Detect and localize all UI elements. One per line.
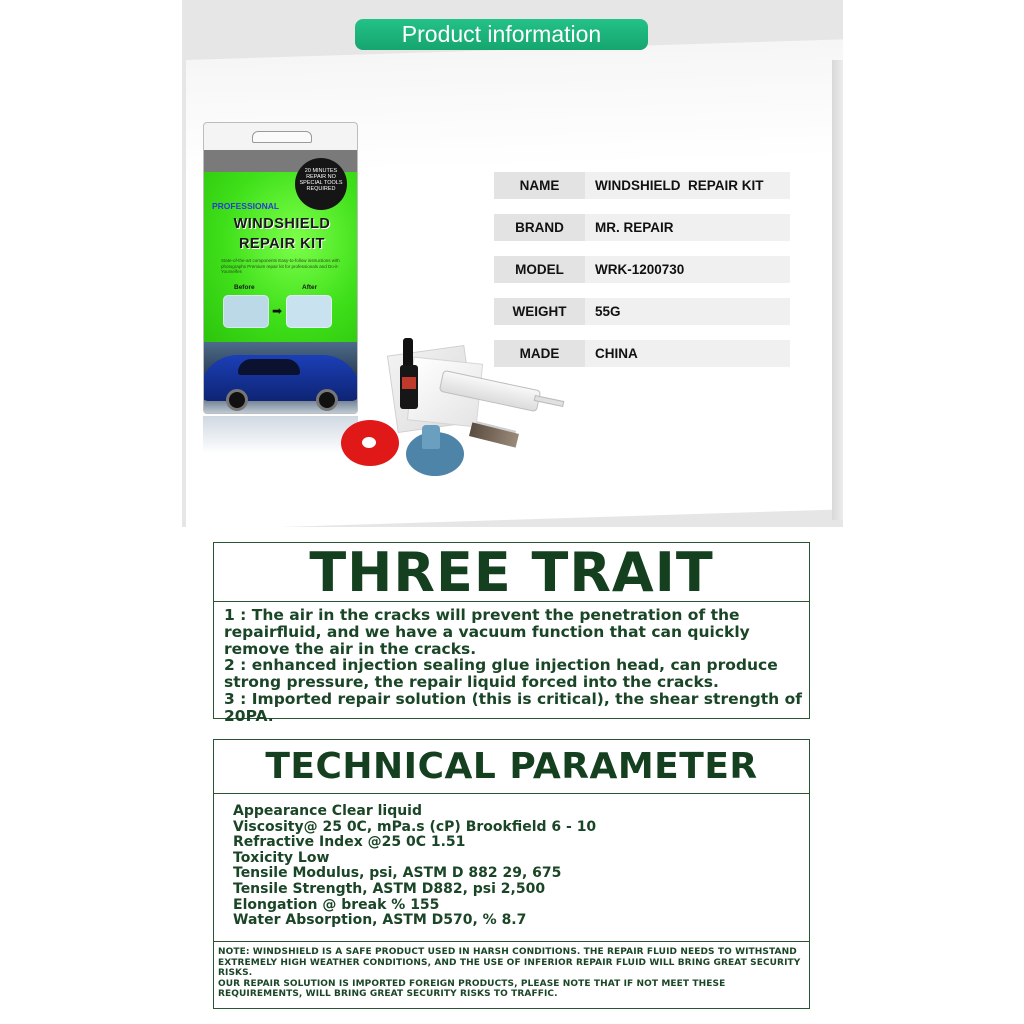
package-fine-print: State-of-the-art components Easy-to-follow instructions with photographs Premium repair kit for professionals and Do-it-Yourselfes (221, 258, 340, 274)
safety-note (214, 942, 809, 1000)
trait-item: 1 : The air in the cracks will prevent the penetration of the repairfluid, and we have a vacuum function that can quickly remove the air in the cracks. (224, 606, 762, 658)
spec-value: WRK-1200730 (595, 262, 685, 277)
three-trait-title: THREE TRAIT (214, 543, 809, 602)
parameter-item: Refractive Index @25 0C 1.51 (233, 834, 466, 851)
arrow-right-icon: ➡ (272, 304, 283, 318)
spec-table (494, 172, 790, 382)
spec-label: WEIGHT (494, 298, 585, 325)
note-paragraph: OUR REPAIR SOLUTION IS IMPORTED FOREIGN PRODUCTS, PLEASE NOTE THAT IF NOT MEET THESE REQUIREMENTS, WILL BRING GREAT SECURITY RISKS TO TRAFFIC. (218, 978, 726, 1000)
spec-value: CHINA (595, 346, 638, 361)
spec-label: MADE (494, 340, 585, 367)
parameter-item: Viscosity@ 25 0C, mPa.s (cP) Brookfield 6 - 10 (233, 818, 597, 835)
spec-row-brand (494, 214, 790, 241)
spec-label: NAME (494, 172, 585, 199)
spec-label: MODEL (494, 256, 585, 283)
spec-row-model (494, 256, 790, 283)
package-before-label: Before (234, 284, 255, 291)
parameter-item: Appearance Clear liquid (233, 803, 423, 819)
three-trait-list (214, 602, 809, 725)
spec-row-weight (494, 298, 790, 325)
package-reflection (203, 416, 358, 454)
package-badge: 20 MINUTES REPAIR NO SPECIAL TOOLS REQUIRED (295, 158, 347, 210)
package-tag: PROFESSIONAL (212, 201, 280, 211)
parameter-item: Tensile Strength, ASTM D882, psi 2,500 (233, 880, 546, 897)
before-image (223, 295, 269, 328)
resin-bottle-cap-icon (403, 338, 413, 366)
parameter-item: Water Absorption, ASTM D570, % 8.7 (233, 912, 527, 929)
package-title (212, 214, 352, 254)
spec-value: WINDSHIELD REPAIR KIT (595, 178, 764, 193)
package-title-line1: WINDSHIELD (233, 216, 331, 232)
spec-value: 55G (595, 304, 621, 319)
spec-row-made (494, 340, 790, 367)
product-package-image (203, 122, 358, 414)
parameter-item: Elongation @ break % 155 (233, 896, 440, 913)
technical-parameter-title: TECHNICAL PARAMETER (214, 740, 809, 794)
panel-sheet-shade (832, 60, 843, 520)
technical-parameter-list (214, 794, 809, 942)
adhesive-disc-hole (362, 437, 376, 448)
technical-parameter-section (213, 739, 810, 1009)
three-trait-section (213, 541, 810, 725)
package-after-label: After (302, 284, 318, 291)
spec-row-name (494, 172, 790, 199)
parameter-item: Tensile Modulus, psi, ASTM D 882 29, 675 (233, 865, 562, 882)
car-wheel-icon (226, 389, 248, 411)
spec-label: BRAND (494, 214, 585, 241)
after-image (286, 295, 332, 328)
resin-bottle-label (402, 377, 416, 389)
note-paragraph: NOTE: WINDSHIELD IS A SAFE PRODUCT USED IN HARSH CONDITIONS. THE REPAIR FLUID NEEDS TO WITHSTAND EXTREMELY HIGH WEATHER CONDITIONS, AND THE USE OF INFERIOR REPAIR FLUID WILL BRING GREAT SECURITY RISKS. (218, 947, 801, 979)
trait-item: 2 : enhanced injection sealing glue injection head, can produce strong pressure, the repair liquid forced into the cracks. (224, 656, 778, 692)
car-wheel-icon (316, 389, 338, 411)
product-info-header: Product information (355, 19, 648, 50)
trait-item: 3 : Imported repair solution (this is critical), the shear strength of 20PA. (224, 689, 802, 725)
injector-stem-icon (422, 425, 440, 449)
package-title-line2: REPAIR KIT (238, 236, 326, 252)
package-hanger (252, 131, 312, 143)
car-windshield (238, 359, 300, 375)
parameter-item: Toxicity Low (233, 849, 330, 866)
spec-value: MR. REPAIR (595, 220, 674, 235)
